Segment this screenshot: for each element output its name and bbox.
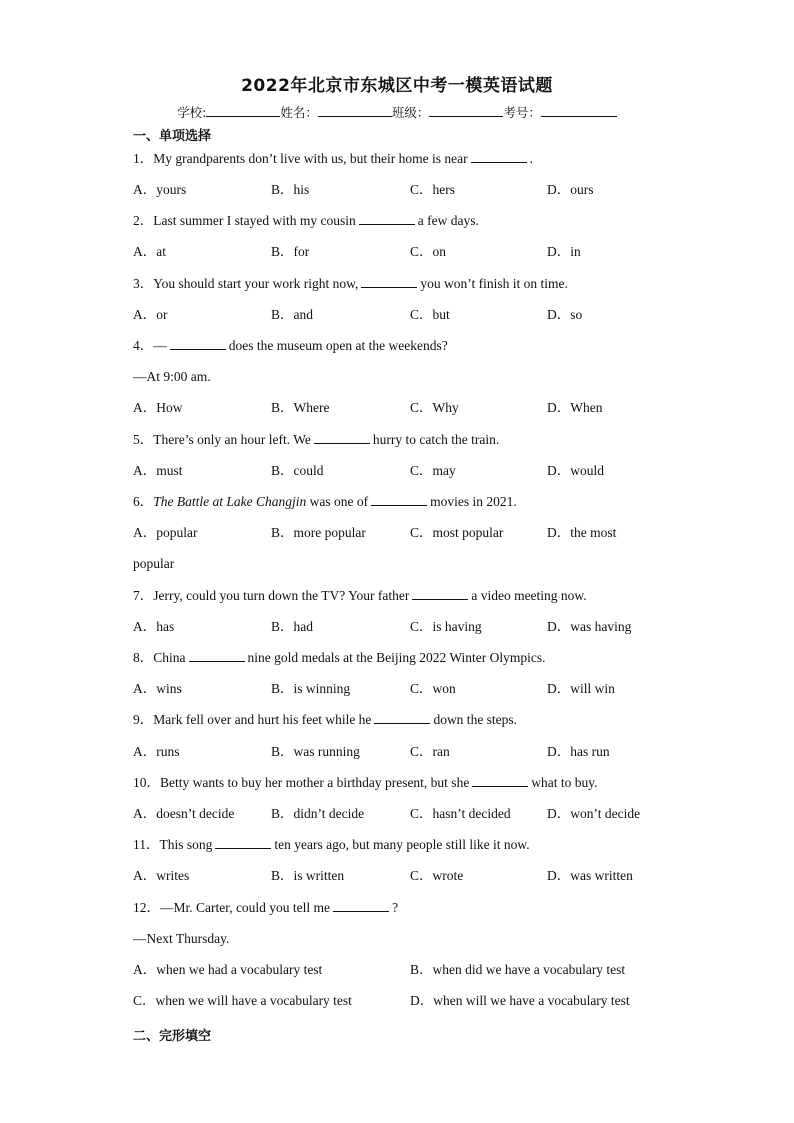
movie-title: The Battle at Lake Changjin xyxy=(153,494,307,509)
question-10-options xyxy=(133,805,693,823)
option-c[interactable]: C．when we will have a vocabulary test xyxy=(133,993,352,1008)
option-d[interactable]: D．When xyxy=(547,400,603,415)
option-a[interactable]: A．when we had a vocabulary test xyxy=(133,962,323,977)
option-b[interactable]: B．was running xyxy=(271,744,360,759)
option-b[interactable]: B．and xyxy=(271,307,313,322)
option-a[interactable]: A．doesn’t decide xyxy=(133,806,235,821)
option-d[interactable]: D．the most xyxy=(547,525,617,540)
option-d[interactable]: D．in xyxy=(547,244,581,259)
question-text: 9．Mark fell over and hurt his feet while he xyxy=(133,712,372,727)
option-d-wrap: popular xyxy=(133,556,175,571)
option-c[interactable]: C．but xyxy=(410,307,450,322)
answer-blank xyxy=(371,493,427,506)
answer-blank xyxy=(412,587,468,600)
question-12-options-row-2 xyxy=(133,992,693,1010)
option-d[interactable]: D．would xyxy=(547,463,604,478)
option-c[interactable]: C．on xyxy=(410,244,447,259)
question-text-end: down the steps. xyxy=(433,712,518,727)
question-text: 6． xyxy=(133,494,154,509)
question-11-options xyxy=(133,867,693,885)
option-d[interactable]: D．when will we have a vocabulary test xyxy=(410,993,630,1008)
question-text-end: nine gold medals at the Beijing 2022 Winter Olympics. xyxy=(247,650,546,665)
answer-blank xyxy=(471,150,527,163)
question-text-end: hurry to catch the train. xyxy=(372,432,500,447)
question-text: 11．This song xyxy=(133,837,213,852)
option-a[interactable]: A．at xyxy=(133,244,166,259)
question-12 xyxy=(133,899,398,917)
question-text: 8．China xyxy=(133,650,186,665)
question-text: 2．Last summer I stayed with my cousin xyxy=(133,213,356,228)
question-11 xyxy=(133,836,530,854)
question-2 xyxy=(133,212,479,230)
question-7-options xyxy=(133,618,693,636)
option-a[interactable]: A．runs xyxy=(133,744,180,759)
option-a[interactable]: A．wins xyxy=(133,681,182,696)
question-8-options xyxy=(133,680,693,698)
option-b[interactable]: B．more popular xyxy=(271,525,366,540)
option-d[interactable]: D．will win xyxy=(547,681,615,696)
question-1 xyxy=(133,150,533,168)
question-5-options xyxy=(133,462,693,480)
question-8 xyxy=(133,649,546,667)
option-a[interactable]: A．must xyxy=(133,463,183,478)
question-10 xyxy=(133,774,598,792)
answer-blank xyxy=(374,711,430,724)
answer-blank xyxy=(314,431,370,444)
question-2-options xyxy=(133,243,693,261)
option-b[interactable]: B．for xyxy=(271,244,310,259)
question-1-options xyxy=(133,181,693,199)
option-c[interactable]: C．wrote xyxy=(410,868,464,883)
option-c[interactable]: C．won xyxy=(410,681,456,696)
question-9 xyxy=(133,711,517,729)
option-c[interactable]: C．is having xyxy=(410,619,482,634)
question-text-mid: was one of xyxy=(309,494,369,509)
option-a[interactable]: A．popular xyxy=(133,525,198,540)
number-blank[interactable] xyxy=(541,104,617,117)
option-a[interactable]: A．has xyxy=(133,619,175,634)
answer-blank xyxy=(333,899,389,912)
option-d[interactable]: D．has run xyxy=(547,744,610,759)
question-text-end: a video meeting now. xyxy=(471,588,587,603)
question-text: 7．Jerry, could you turn down the TV? Your father xyxy=(133,588,410,603)
question-text-end: movies in 2021. xyxy=(430,494,517,509)
answer-blank xyxy=(361,275,417,288)
question-text-end: . xyxy=(529,151,533,166)
answer-blank xyxy=(472,774,528,787)
question-4-options xyxy=(133,399,693,417)
question-text: 3．You should start your work right now, xyxy=(133,276,359,291)
question-text-end: what to buy. xyxy=(531,775,598,790)
question-text-end: ten years ago, but many people still like it now. xyxy=(274,837,530,852)
question-text-end: does the museum open at the weekends? xyxy=(228,338,448,353)
question-text: 4．— xyxy=(133,338,167,353)
option-c[interactable]: C．hasn’t decided xyxy=(410,806,511,821)
question-4-answer: —At 9:00 am. xyxy=(133,369,211,384)
option-c[interactable]: C．hers xyxy=(410,182,455,197)
question-3 xyxy=(133,275,568,293)
question-4 xyxy=(133,337,448,355)
option-b[interactable]: B．is written xyxy=(271,868,345,883)
question-12-options-row-1 xyxy=(133,961,693,979)
number-label: 考号： xyxy=(503,105,541,120)
option-b[interactable]: B．had xyxy=(271,619,313,634)
question-3-options xyxy=(133,306,693,324)
option-d[interactable]: D．won’t decide xyxy=(547,806,641,821)
name-blank[interactable] xyxy=(318,104,392,117)
question-text-end: a few days. xyxy=(417,213,479,228)
page-title: 2022年北京市东城区中考一模英语试题 xyxy=(241,76,553,96)
class-blank[interactable] xyxy=(429,104,503,117)
section-heading-2: 二、完形填空 xyxy=(133,1029,212,1044)
answer-blank xyxy=(359,212,415,225)
question-text: 10．Betty wants to buy her mother a birthday present, but she xyxy=(133,775,470,790)
option-a[interactable]: A．How xyxy=(133,400,183,415)
option-d[interactable]: D．ours xyxy=(547,182,594,197)
question-text: 12．—Mr. Carter, could you tell me xyxy=(133,900,331,915)
option-d[interactable]: D．was having xyxy=(547,619,632,634)
question-text-end: you won’t finish it on time. xyxy=(420,276,568,291)
question-5 xyxy=(133,431,499,449)
question-text: 5．There’s only an hour left. We xyxy=(133,432,311,447)
answer-blank xyxy=(189,649,245,662)
option-b[interactable]: B．his xyxy=(271,182,310,197)
question-7 xyxy=(133,587,587,605)
school-blank[interactable] xyxy=(206,104,280,117)
option-a[interactable]: A．or xyxy=(133,307,168,322)
question-text-end: ? xyxy=(392,900,399,915)
option-b[interactable]: B．Where xyxy=(271,400,330,415)
option-b[interactable]: B．when did we have a vocabulary test xyxy=(410,962,626,977)
class-label: 班级： xyxy=(391,105,430,120)
question-6 xyxy=(133,493,517,511)
option-a[interactable]: A．writes xyxy=(133,868,190,883)
option-d[interactable]: D．so xyxy=(547,307,583,322)
answer-blank xyxy=(215,836,271,849)
option-b[interactable]: B．didn’t decide xyxy=(271,806,365,821)
section-heading-1: 一、单项选择 xyxy=(133,129,212,144)
option-c[interactable]: C．most popular xyxy=(410,525,504,540)
option-b[interactable]: B．could xyxy=(271,463,324,478)
question-12-answer: —Next Thursday. xyxy=(133,931,230,946)
question-9-options xyxy=(133,743,693,761)
answer-blank xyxy=(170,337,226,350)
option-b[interactable]: B．is winning xyxy=(271,681,351,696)
name-label: 姓名： xyxy=(280,105,318,120)
school-label: 学校: xyxy=(177,105,207,120)
question-6-options xyxy=(133,524,693,542)
option-c[interactable]: C．Why xyxy=(410,400,459,415)
option-d[interactable]: D．was written xyxy=(547,868,633,883)
option-c[interactable]: C．may xyxy=(410,463,456,478)
student-info-line xyxy=(0,103,794,121)
question-text: 1．My grandparents don’t live with us, but their home is near xyxy=(133,151,468,166)
option-a[interactable]: A．yours xyxy=(133,182,187,197)
option-c[interactable]: C．ran xyxy=(410,744,450,759)
